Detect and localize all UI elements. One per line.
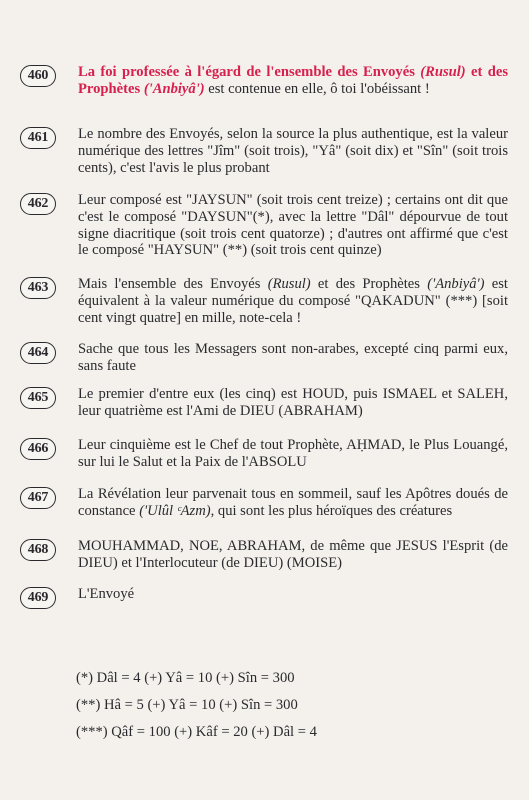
verse-number: 464 xyxy=(20,342,56,364)
verse-number: 466 xyxy=(20,438,56,460)
verse-text: Leur composé est "JAYSUN" (soit trois cent treize) ; certains ont dit que c'est le composé "DAYSUN"(*), avec la lettre "Dâl" dépourvue de tout signe diacritique (soit trois cent quatorze) ; d'autres ont affirmé que c'est le composé "HAYSUN" (**) (soit trois cent quinze) xyxy=(78,192,508,259)
verse-465 xyxy=(20,386,520,420)
verse-text: L'Envoyé xyxy=(78,586,135,602)
verse-469 xyxy=(20,586,520,609)
verse-text: Le nombre des Envoyés, selon la source la plus authentique, est la valeur numérique des lettres "Jîm" (soit trois), "Yâ" (soit dix) et "Sîn" (soit trois cents), c'est l'avis le plus probant xyxy=(78,126,508,176)
verse-468 xyxy=(20,538,520,572)
verse-463 xyxy=(20,276,520,326)
verse-460 xyxy=(20,64,520,98)
verse-number: 465 xyxy=(20,387,56,409)
verse-text: La foi professée à l'égard de l'ensemble des Envoyés (Rusul) et des Prophètes ('Anbiyâ') est contenue en elle, ô toi l'obéissant ! xyxy=(78,64,508,97)
verse-text: La Révélation leur parvenait tous en sommeil, sauf les Apôtres doués de constance ('Ulûl ᶜAzm), qui sont les plus héroïques des créatures xyxy=(78,486,508,519)
verse-number: 461 xyxy=(20,127,56,149)
verse-number: 469 xyxy=(20,587,56,609)
verse-text: Leur cinquième est le Chef de tout Prophète, AḤMAD, le Plus Louangé, sur lui le Salut et la Paix de l'ABSOLU xyxy=(78,437,508,470)
verse-467 xyxy=(20,486,520,520)
verse-462 xyxy=(20,192,520,259)
verse-text: Mais l'ensemble des Envoyés (Rusul) et des Prophètes ('Anbiyâ') est équivalent à la valeur numérique du composé "QAKADUN" (***) [soit cent vingt quatre] en mille, note-cela ! xyxy=(78,276,508,326)
verse-number: 463 xyxy=(20,277,56,299)
verse-number: 468 xyxy=(20,539,56,561)
verse-464 xyxy=(20,341,520,375)
footnote: (**) Hâ = 5 (+) Yâ = 10 (+) Sîn = 300 xyxy=(76,697,298,713)
verse-461 xyxy=(20,126,520,176)
verse-text: Sache que tous les Messagers sont non-arabes, excepté cinq parmi eux, sans faute xyxy=(78,341,508,374)
footnote: (***) Qâf = 100 (+) Kâf = 20 (+) Dâl = 4 xyxy=(76,724,317,740)
verse-text: MOUHAMMAD, NOE, ABRAHAM, de même que JESUS l'Esprit (de DIEU) et l'Interlocuteur (de DIEU) (MOISE) xyxy=(78,538,508,571)
verse-number: 467 xyxy=(20,487,56,509)
verse-466 xyxy=(20,437,520,471)
verse-number: 460 xyxy=(20,65,56,87)
footnote: (*) Dâl = 4 (+) Yâ = 10 (+) Sîn = 300 xyxy=(76,670,295,686)
verse-number: 462 xyxy=(20,193,56,215)
verse-text: Le premier d'entre eux (les cinq) est HOUD, puis ISMAEL et SALEH, leur quatrième est l'Ami de DIEU (ABRAHAM) xyxy=(78,386,508,419)
